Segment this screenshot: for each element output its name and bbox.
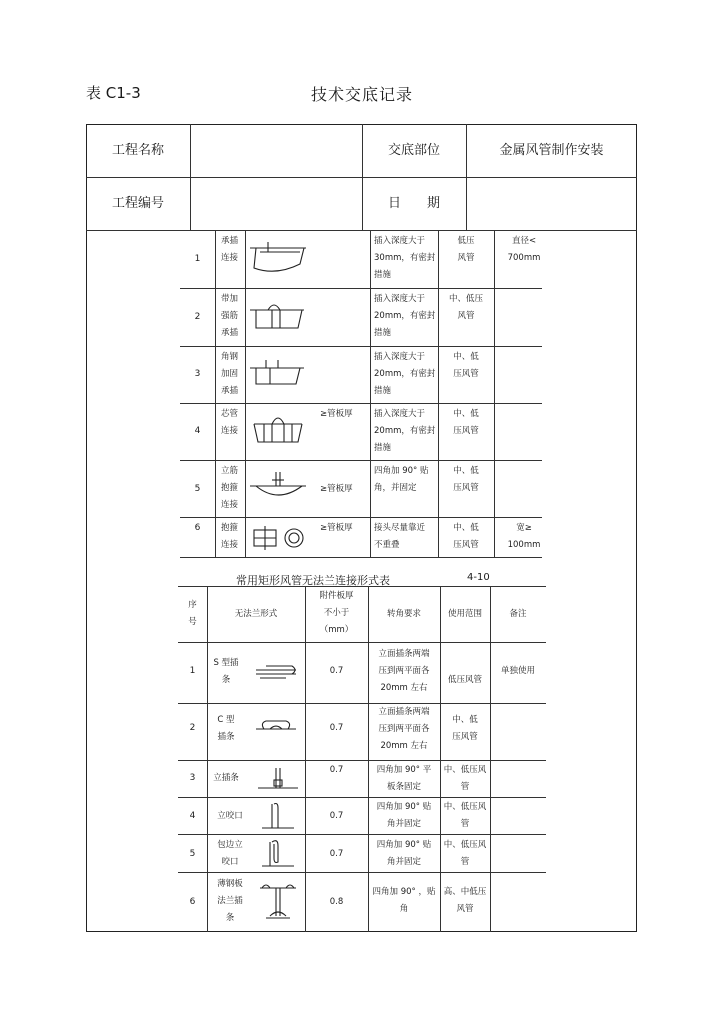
t2-row-thickness: 0.7	[329, 723, 344, 733]
project-no-label: 工程编号	[111, 196, 164, 211]
t1-row-thickness: ≥管板厚	[320, 409, 353, 419]
t1-col-line	[215, 230, 216, 557]
t2-row-corner: 立面插条两端 压到两平面各 20mm 左右	[378, 707, 430, 751]
socket-joint-icon	[250, 240, 310, 280]
t2-col-line	[490, 586, 491, 932]
t1-row-req: 插入深度大于 20mm，有密封 措施	[374, 294, 436, 338]
rib-clamp-joint-icon	[250, 470, 310, 510]
t2-col-line	[368, 586, 369, 932]
t2-row-no: 2	[189, 723, 196, 733]
t2-header-form: 无法兰形式	[234, 609, 278, 619]
t1-row-name: 芯管 连接	[221, 409, 239, 436]
t1-row-scope: 中、低 压风管	[453, 352, 479, 379]
t1-row-scope: 中、低 压风管	[453, 466, 479, 493]
info-col-1	[190, 124, 191, 230]
t2-row-scope: 中、低压风 管	[443, 765, 487, 792]
t2-row-corner: 四角加 90° 贴 角并固定	[376, 802, 432, 829]
t2-row-scope: 中、低压风 管	[443, 802, 487, 829]
t1-row-name: 抱箍 连接	[221, 523, 239, 550]
wrapped-seam-icon	[258, 838, 298, 870]
t1-row-req: 接头尽量靠近 不重叠	[374, 523, 426, 550]
table2-title: 常用矩形风管无法兰连接形式表	[236, 574, 390, 587]
t2-row-thickness: 0.7	[329, 811, 344, 821]
angle-reinforced-joint-icon	[250, 356, 310, 396]
t2-row-no: 5	[189, 849, 196, 859]
t1-row-scope: 低压 风管	[457, 236, 475, 263]
t2-row-scope: 低压风管	[447, 675, 482, 685]
part-value: 金属风管制作安装	[499, 143, 604, 158]
t1-row-scope: 中、低压 风管	[448, 294, 483, 321]
clamp-joint-icon	[252, 522, 312, 556]
t1-row-req: 插入深度大于 20mm，有密封 措施	[374, 409, 436, 453]
t2-header-note: 备注	[509, 609, 527, 619]
t1-col-line	[245, 230, 246, 557]
t1-row-req: 插入深度大于 20mm，有密封 措施	[374, 352, 436, 396]
t1-row-no: 3	[194, 369, 201, 379]
t2-row-corner: 四角加 90° ，贴 角	[372, 887, 436, 914]
t2-row-thickness: 0.7	[329, 666, 344, 676]
t2-row-thickness: 0.7	[329, 849, 344, 859]
t2-row-no: 1	[189, 666, 196, 676]
t2-row-no: 6	[189, 897, 196, 907]
t1-row-name: 角钢 加固 承插	[221, 352, 239, 396]
t2-col-line	[440, 586, 441, 932]
t1-row-line	[180, 557, 542, 558]
t1-row-line	[180, 517, 542, 518]
t1-row-no: 6	[194, 523, 201, 533]
t2-row-no: 3	[189, 773, 196, 783]
t1-row-thickness: ≥管板厚	[320, 523, 353, 533]
t1-row-no: 2	[194, 312, 201, 322]
t2-header-corner: 转角要求	[386, 609, 421, 619]
t1-row-note: 直径< 700mm	[507, 236, 541, 263]
t2-header-thickness: 附件板厚 不小于 （mm）	[319, 591, 354, 635]
table2-number: 4-10	[467, 572, 490, 583]
project-name-label: 工程名称	[111, 143, 164, 158]
t2-header-scope: 使用范围	[447, 609, 482, 619]
standing-strip-icon	[258, 764, 302, 794]
t1-row-line	[180, 403, 542, 404]
t2-row-name: 立咬口	[217, 811, 243, 821]
t2-row-scope: 高、中低压 风管	[443, 887, 487, 914]
t2-row-thickness: 0.8	[329, 897, 344, 907]
steel-flange-strip-icon	[258, 880, 302, 924]
standing-seam-icon	[258, 800, 298, 832]
form-code: 表 C1-3	[86, 84, 141, 102]
t1-row-thickness: ≥管板厚	[320, 484, 353, 494]
t1-row-no: 4	[194, 426, 201, 436]
t2-row-corner: 立面插条两端 压到两平面各 20mm 左右	[378, 649, 430, 693]
t1-row-line	[180, 460, 542, 461]
t2-row-thickness: 0.7	[329, 765, 344, 775]
t2-row-name: 包边立 咬口	[217, 840, 243, 867]
t1-row-no: 5	[194, 484, 201, 494]
t1-row-name: 立筋 抱箍 连接	[221, 466, 239, 510]
t1-row-req: 插入深度大于 30mm，有密封 措施	[374, 236, 436, 280]
t2-row-scope: 中、低压风 管	[443, 840, 487, 867]
t1-row-note: 宽≥ 100mm	[507, 523, 541, 550]
t1-row-no: 1	[194, 254, 201, 264]
t2-row-name: C 型 插条	[217, 715, 235, 742]
core-pipe-joint-icon	[250, 412, 310, 452]
info-col-3	[466, 124, 467, 230]
t2-row-corner: 四角加 90° 平 板条固定	[376, 765, 432, 792]
t2-row-name: 薄钢板 法兰插 条	[217, 879, 243, 923]
t1-row-req: 四角加 90° 贴 角，并固定	[374, 466, 429, 493]
c-strip-icon	[256, 717, 300, 737]
info-col-2	[362, 124, 363, 230]
date-label: 日 期	[387, 196, 440, 211]
t1-col-line	[494, 230, 495, 557]
info-bottom	[86, 230, 637, 231]
ribbed-socket-joint-icon	[250, 298, 310, 338]
t2-row-corner: 四角加 90° 贴 角并固定	[376, 840, 432, 867]
t2-row-note: 单独使用	[500, 666, 535, 676]
t1-col-line	[438, 230, 439, 557]
t2-row-name: S 型插 条	[213, 658, 239, 685]
t1-row-name: 承插 连接	[221, 236, 239, 263]
t1-row-scope: 中、低 压风管	[453, 523, 479, 550]
t1-row-name: 带加 强筋 承插	[221, 294, 239, 338]
t2-row-no: 4	[189, 811, 196, 821]
page-title: 技术交底记录	[310, 85, 413, 104]
t1-col-line	[370, 230, 371, 557]
t1-row-line	[180, 346, 542, 347]
t2-row-scope: 中、低 压风管	[452, 715, 478, 742]
t2-header-no: 序 号	[188, 600, 197, 627]
t1-row-scope: 中、低 压风管	[453, 409, 479, 436]
s-strip-icon	[256, 662, 300, 682]
t1-row-line	[180, 288, 542, 289]
t2-row-name: 立插条	[213, 773, 239, 783]
part-label: 交底部位	[387, 143, 440, 158]
